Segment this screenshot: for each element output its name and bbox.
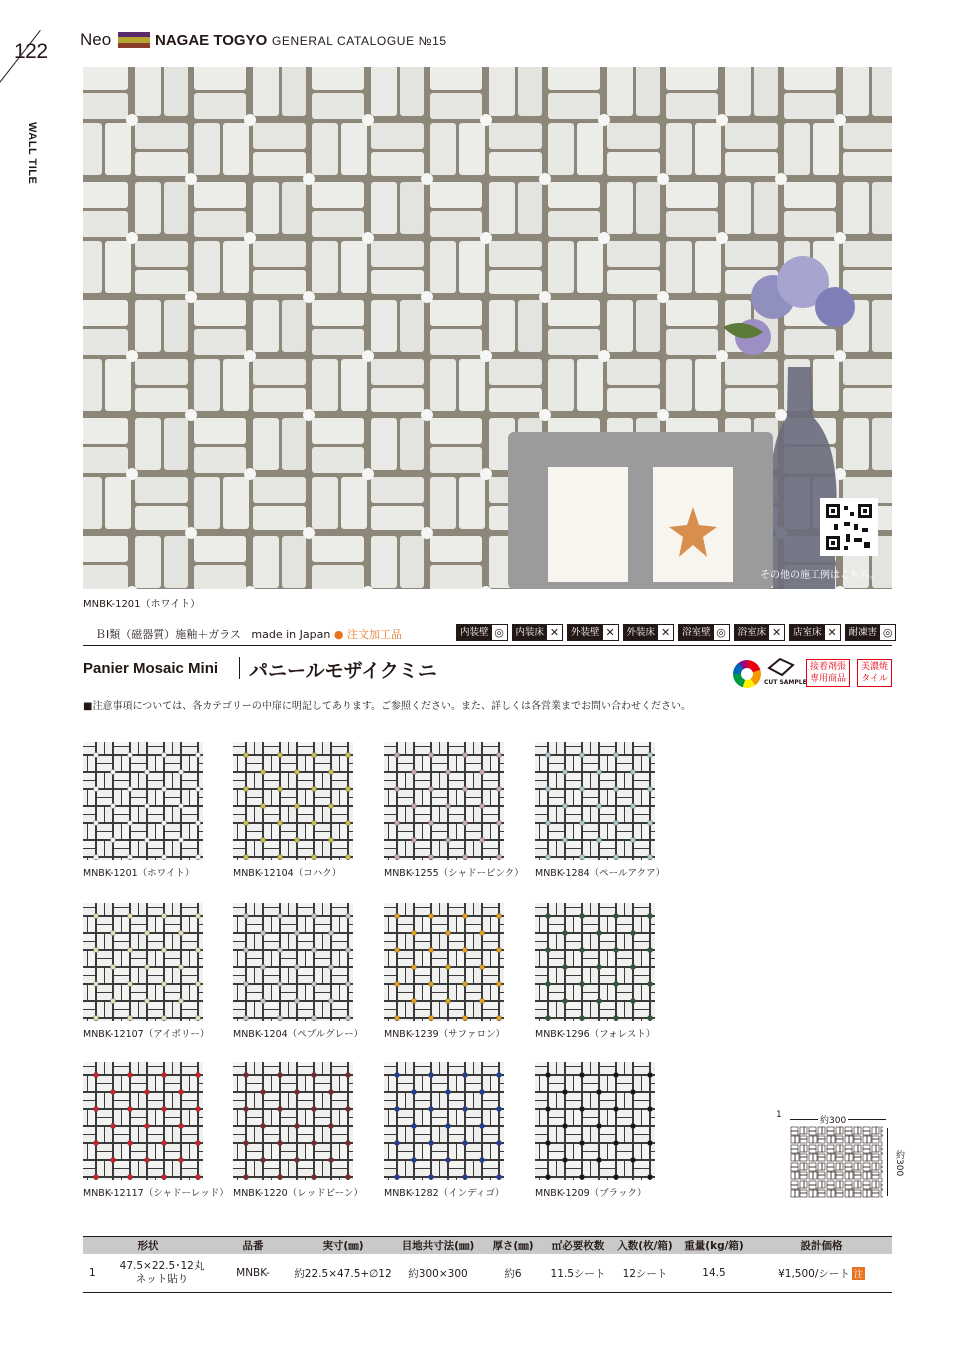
series-label: Neo [80, 30, 112, 49]
swatch-caption: MNBK-1239（サファロン） [384, 1029, 505, 1040]
usage-badge [623, 624, 675, 641]
usage-badge [789, 624, 841, 641]
swatch-image [384, 1062, 504, 1180]
swatch-image [233, 903, 353, 1021]
usage-badge-label: 外装壁 [568, 625, 603, 640]
usage-badge [845, 624, 897, 641]
not-suitable-icon: ✕ [660, 626, 671, 639]
mino-tag-line2: タイル [861, 674, 888, 684]
col-joint: 目地共寸法(㎜) [393, 1237, 483, 1255]
swatch-caption: MNBK-1204（ペブルグレー） [233, 1029, 364, 1040]
swatch-image [535, 742, 655, 860]
swatch-caption: MNBK-12104（コハク） [233, 868, 342, 879]
usage-badges [456, 624, 896, 641]
per-box-cell: 12シート [613, 1254, 677, 1293]
col-thickness: 厚さ(㎜) [483, 1237, 543, 1255]
swatch-image [535, 903, 655, 1021]
swatch-caption: MNBK-1282（インディゴ） [384, 1188, 505, 1199]
usage-badge [512, 624, 564, 641]
spec-table [83, 1236, 892, 1293]
product-name-en: Panier Mosaic Mini [83, 660, 219, 677]
divider [83, 645, 892, 646]
product-name-ja: パニールモザイクミニ [249, 660, 437, 682]
swatch-caption: MNBK-12107（アイボリー） [83, 1029, 210, 1040]
col-price: 設計価格 [751, 1237, 892, 1255]
not-suitable-icon: ✕ [771, 626, 782, 639]
swatch-image [384, 742, 504, 860]
per-m2-cell: 11.5シート [543, 1254, 613, 1293]
swatch-image [83, 903, 203, 1021]
swatch-image [233, 742, 353, 860]
col-shape: 形状 [83, 1237, 213, 1255]
swatch-image [83, 742, 203, 860]
price-note-icon: 注 [852, 1267, 865, 1280]
brand-name: NAGAE TOGYO [155, 32, 268, 49]
adhesive-tag-line1: 接着剤張 [810, 662, 847, 672]
swatch-image [233, 1062, 353, 1180]
notice-text: ■注意事項については、各カテゴリーの中扉に明記してあります。ご参照ください。また、詳しくは各営業までお問い合わせください。 [83, 701, 692, 712]
usage-badge-label: 浴室床 [735, 625, 770, 640]
cut-sample-label: CUT SAMPLE [764, 679, 807, 686]
origin: made in Japan [251, 628, 331, 641]
page-number: 122 [14, 40, 48, 63]
diagram-number: 1 [776, 1110, 782, 1120]
order-dot-icon: ● [333, 628, 344, 641]
swatch-caption: MNBK-1296（フォレスト） [535, 1029, 656, 1040]
price-value: ¥1,500/シート [778, 1267, 850, 1280]
swatch-image [83, 1062, 203, 1180]
usage-badge-label: 外装床 [624, 625, 659, 640]
spec-line [95, 626, 402, 642]
height-dimension: 約300 [894, 1150, 904, 1177]
not-suitable-icon: ✕ [605, 626, 615, 639]
swatch-image [384, 903, 504, 1021]
thickness-cell: 約6 [483, 1254, 543, 1293]
swatch-caption: MNBK-1284（ペールアクア） [535, 868, 666, 879]
hero-photo [83, 67, 892, 589]
usage-badge-label: 浴室壁 [679, 625, 714, 640]
suitable-icon: ◎ [494, 626, 504, 639]
price-cell [751, 1254, 892, 1293]
usage-badge-label: 耐凍害 [846, 625, 881, 640]
shape-line1: 47.5×22.5･12丸 [119, 1260, 205, 1272]
brand-logo [118, 32, 150, 48]
hero-caption: MNBK-1201（ホワイト） [83, 599, 201, 610]
col-code: 品番 [213, 1237, 293, 1255]
shape-cell [83, 1254, 213, 1293]
qr-code[interactable] [820, 498, 878, 556]
shape-line2: ネット貼り [135, 1273, 189, 1285]
qr-caption: その他の施工例はこちら。 [760, 570, 880, 581]
adhesive-only-tag [806, 659, 850, 687]
size-cell: 約22.5×47.5+∅12 [293, 1254, 393, 1293]
swatch-caption: MNBK-1220（レッドビーン） [233, 1188, 363, 1199]
order-text: 注文加工品 [346, 628, 402, 641]
usage-badge-label: 店室床 [790, 625, 825, 640]
usage-badge-label: 内装壁 [457, 625, 492, 640]
col-per-m2: ㎡必要枚数 [543, 1237, 613, 1255]
code-cell: MNBK- [213, 1254, 293, 1293]
usage-badge [456, 624, 508, 641]
col-per-box: 入数(枚/箱) [613, 1237, 677, 1255]
height-dimension-line [887, 1128, 888, 1196]
table-row [83, 1254, 892, 1293]
usage-badge [567, 624, 619, 641]
swatch-caption: MNBK-1209（ブラック） [535, 1188, 647, 1199]
joint-cell: 約300×300 [393, 1254, 483, 1293]
sheet-diagram [790, 1126, 883, 1198]
adhesive-tag-line2: 専用商品 [810, 674, 847, 684]
col-size: 実寸(㎜) [293, 1237, 393, 1255]
suitable-icon: ◎ [716, 626, 726, 639]
mino-ware-tag [857, 659, 892, 687]
catalogue-title: GENERAL CATALOGUE №15 [272, 34, 447, 48]
section-label: WALL TILE [26, 122, 38, 185]
not-suitable-icon: ✕ [827, 626, 837, 639]
row-number: 1 [89, 1267, 96, 1279]
suitable-icon: ◎ [882, 626, 893, 639]
width-dimension: 約300 [818, 1113, 848, 1126]
mino-tag-line1: 美濃焼 [861, 662, 889, 672]
title-divider [239, 657, 240, 679]
usage-badge [734, 624, 786, 641]
material-category: ＢⅠ類（磁器質）施釉＋ガラス [95, 628, 241, 641]
swatch-image [535, 1062, 655, 1180]
usage-badge [678, 624, 730, 641]
table-header-row [83, 1237, 892, 1255]
usage-badge-label: 内装床 [513, 625, 548, 640]
swatch-caption: MNBK-1255（シャドーピンク） [384, 868, 524, 879]
eco-friendly-icon-center [741, 668, 753, 680]
col-weight: 重量(kg/箱) [677, 1237, 751, 1255]
swatch-caption: MNBK-1201（ホワイト） [83, 868, 195, 879]
not-suitable-icon: ✕ [549, 626, 560, 639]
swatch-caption: MNBK-12117（シャドーレッド） [83, 1188, 229, 1199]
weight-cell: 14.5 [677, 1254, 751, 1293]
